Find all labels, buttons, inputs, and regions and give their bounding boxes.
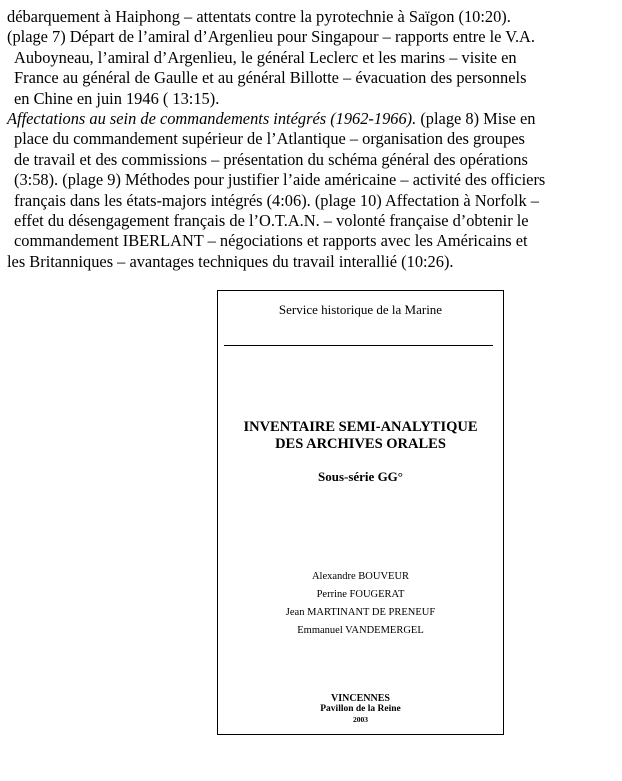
cover-publisher: Service historique de la Marine <box>278 302 443 317</box>
cover-title-line: INVENTAIRE SEMI-ANALYTIQUE <box>243 419 478 435</box>
heading-tail: (plage 8) Mise en <box>416 109 536 129</box>
body-text <box>7 7 619 272</box>
cover-subtitle: Sous-série GG° <box>317 469 403 484</box>
cover-imprint <box>218 693 503 725</box>
cover-author: Emmanuel VANDEMERGEL <box>297 625 424 636</box>
cover-title-line: DES ARCHIVES ORALES <box>275 436 446 452</box>
text-line: Auboyneau, l’amiral d’Argenlieu, le général Leclerc et les marins – visite en <box>14 47 517 67</box>
section-heading-line <box>7 109 619 129</box>
cover-place: Pavillon de la Reine <box>320 704 401 714</box>
cover-divider <box>224 345 493 346</box>
text-line: place du commandement supérieur de l’Atlantique – organisation des groupes <box>14 129 525 149</box>
book-cover-image <box>217 290 504 735</box>
section-heading: Affectations au sein de commandements intégrés (1962-1966). <box>7 109 417 129</box>
text-line: effet du désengagement français de l’O.T.A.N. – volonté française d’obtenir le <box>14 211 529 231</box>
text-line: français dans les états-majors intégrés (4:06). (plage 10) Affectation à Norfolk – <box>14 190 539 210</box>
cover-year: 2003 <box>353 715 368 724</box>
text-line: France au général de Gaulle et au général Billotte – évacuation des personnels <box>14 68 527 88</box>
text-line: en Chine en juin 1946 ( 13:15). <box>14 88 220 108</box>
cover-author: Perrine FOUGERAT <box>316 589 405 600</box>
cover-title <box>218 419 503 453</box>
text-line: commandement IBERLANT – négociations et rapports avec les Américains et <box>14 231 528 251</box>
text-line: (3:58). (plage 9) Méthodes pour justifier l’aide américaine – activité des officiers <box>14 170 546 190</box>
cover-authors <box>218 568 503 640</box>
cover-author: Alexandre BOUVEUR <box>311 571 410 582</box>
text-line: les Britanniques – avantages techniques du travail interallié (10:26). <box>7 251 454 271</box>
cover-author: Jean MARTINANT DE PRENEUF <box>285 607 436 618</box>
cover-city: VINCENNES <box>331 693 390 704</box>
text-line: débarquement à Haiphong – attentats contre la pyrotechnie à Saïgon (10:20). <box>7 7 511 26</box>
text-line: (plage 7) Départ de l’amiral d’Argenlieu pour Singapour – rapports entre le V.A. <box>7 27 535 47</box>
text-line: de travail et des commissions – présentation du schéma général des opérations <box>14 149 528 169</box>
